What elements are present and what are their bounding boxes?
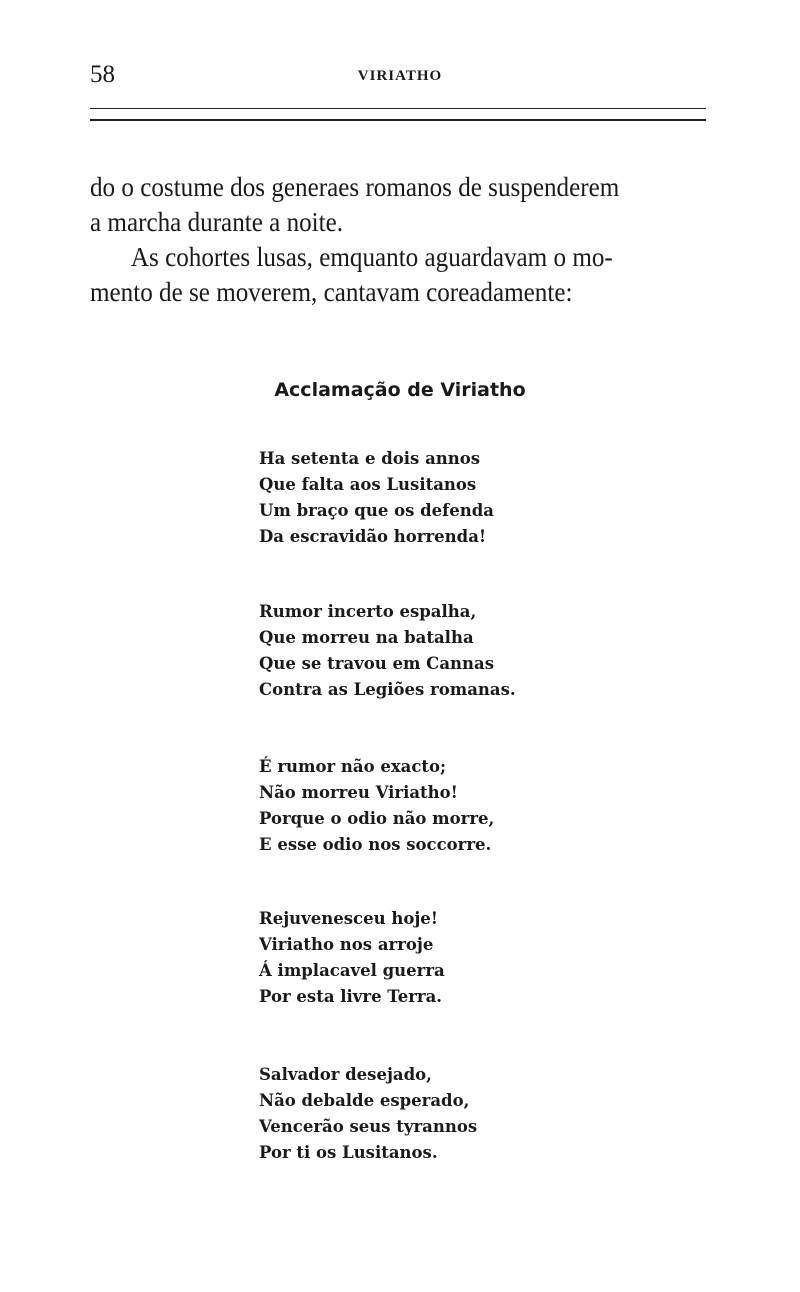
- prose-line: do o costume dos generaes romanos de suspenderem: [90, 172, 620, 202]
- poem-verse: Rejuvenesceu hoje!: [259, 909, 439, 928]
- poem-verse: Que morreu na batalha: [259, 628, 474, 647]
- prose-line: mento de se moverem, cantavam coreadamente:: [90, 277, 573, 307]
- poem-verse: Não debalde esperado,: [259, 1091, 470, 1110]
- poem-verse: Contra as Legiões romanas.: [259, 680, 516, 699]
- poem-verse: Porque o odio não morre,: [259, 809, 495, 828]
- poem-stanza: [259, 599, 516, 703]
- poem-verse: Rumor incerto espalha,: [259, 602, 477, 621]
- poem-verse: Que se travou em Cannas: [259, 654, 494, 673]
- poem-verse: Por ti os Lusitanos.: [259, 1143, 438, 1162]
- poem-verse: Por esta livre Terra.: [259, 987, 443, 1006]
- poem-verse: Não morreu Viriatho!: [259, 783, 458, 802]
- poem-stanza: [259, 906, 445, 1010]
- poem-verse: E esse odio nos soccorre.: [259, 835, 492, 854]
- poem-stanza: [259, 1062, 477, 1166]
- poem-stanza: [259, 446, 494, 550]
- poem-verse: Um braço que os defenda: [259, 501, 494, 520]
- poem-verse: É rumor não exacto;: [259, 757, 447, 776]
- poem-verse: Á implacavel guerra: [259, 961, 445, 980]
- header-rule-thick: [90, 119, 706, 121]
- header-rule-thin: [90, 108, 706, 109]
- poem-title: Acclamação de Viriatho: [274, 379, 526, 401]
- page-number: 58: [90, 61, 115, 88]
- poem-stanza: [259, 754, 494, 858]
- prose-line: As cohortes lusas, emquanto aguardavam o mo-: [130, 242, 613, 272]
- poem-verse: Viriatho nos arroje: [259, 935, 434, 954]
- prose-paragraphs: [90, 170, 663, 310]
- poem-verse: Ha setenta e dois annos: [259, 449, 481, 468]
- poem-verse: Que falta aos Lusitanos: [259, 475, 477, 494]
- poem-verse: Salvador desejado,: [259, 1065, 432, 1084]
- poem-verse: Da escravidão horrenda!: [259, 527, 487, 546]
- prose-line: a marcha durante a noite.: [90, 207, 344, 237]
- running-title: VIRIATHO: [357, 68, 443, 84]
- poem-verse: Vencerão seus tyrannos: [259, 1117, 478, 1136]
